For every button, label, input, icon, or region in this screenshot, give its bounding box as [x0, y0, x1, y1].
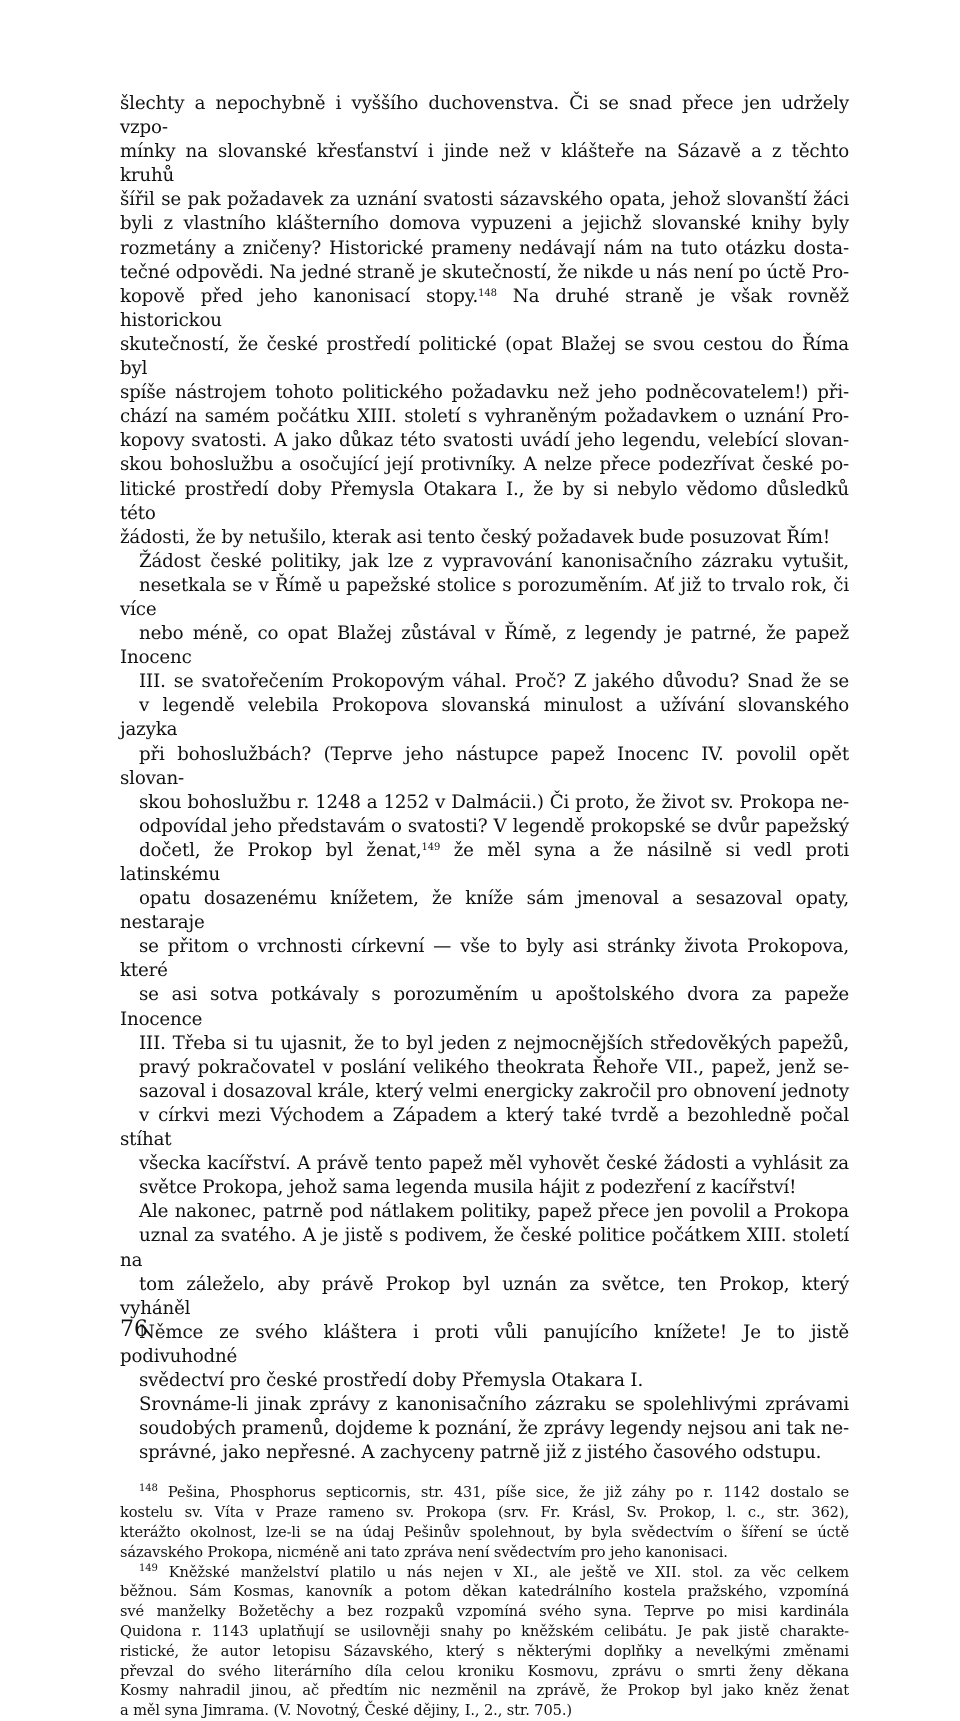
footnote-line: převzal do svého literárního díla celou kroniku Kosmovu, zprávu o smrti ženy děkana [120, 1662, 849, 1680]
text-fragment: že měl syna a že násilně si vedl proti latinskému [120, 839, 849, 885]
text-line: odpovídal jeho představám o svatosti? V legendě prokopské se dvůr papežský [139, 815, 849, 837]
text-line: chází na samém počátku XIII. století s vyhraněným požadavkem o uznání Pro- [120, 406, 849, 428]
text-line [120, 285, 849, 333]
text-line: šířil se pak požadavek za uznání svatosti sázavského opata, jehož slovanští žáci [120, 189, 849, 211]
text-line: nebo méně, co opat Blažej zůstával v Římě, z legendy je patrné, že papež Inocenc [120, 623, 849, 669]
text-line: v církvi mezi Východem a Západem a který také tvrdě a bezohledně počal stíhat [120, 1104, 849, 1151]
footnote-line: své manželky Božetěchy a bez rozpaků vzpomíná svého syna. Teprve po misi kardinála [120, 1603, 849, 1621]
text-line: skou bohoslužbu r. 1248 a 1252 v Dalmácii.) Či proto, že život sv. Prokopa ne- [139, 791, 849, 813]
document-page [120, 92, 849, 1721]
footnote-separator [120, 1465, 849, 1481]
text-line: byli z vlastního klášterního domova vypuzeni a jejichž slovanské knihy byly [120, 213, 849, 235]
footnote-line: a měl syna Jimrama. (V. Novotný, České dějiny, I., 2., str. 705.) [120, 1702, 572, 1720]
text-line: správné, jako nepřesné. A zachyceny patrně již z jistého časového odstupu. [139, 1442, 822, 1464]
text-line: soudobých pramenů, dojdeme k poznání, že zprávy legendy nejsou ani tak ne- [139, 1418, 849, 1440]
text-line: všecka kacířství. A právě tento papež měl vyhovět české žádosti a vyhlásit za [139, 1153, 849, 1175]
footnote-line: ristické, že autor letopisu Sázavského, který s některými doplňky a nevelkými změnami [120, 1642, 849, 1660]
footnote-line: Kosmy nahradil jinou, ač předtím nic nezměnil na zprávě, že Prokop byl jako kněz ženat [120, 1682, 849, 1700]
footnote-text: Kněžské manželství platilo u nás nejen v XI., ale ještě ve XII. stol. za věc celkem [168, 1563, 849, 1581]
text-line: skou bohoslužbu a osočující její protivníky. A nelze přece podezřívat české po- [120, 454, 849, 476]
text-line: III. se svatořečením Prokopovým váhal. Proč? Z jakého důvodu? Snad že se [139, 671, 849, 693]
text-line: pravý pokračovatel v poslání velikého theokrata Řehoře VII., papež, jenž se- [139, 1056, 849, 1078]
footnote-148 [120, 1483, 849, 1562]
footnote-line [120, 1563, 849, 1583]
text-line: žádosti, že by netušilo, kterak asi tento český požadavek bude posuzovat Řím! [120, 526, 831, 548]
text-line: Ale nakonec, patrně pod nátlakem politiky, papež přece jen povolil a Prokopa [139, 1201, 849, 1223]
text-line: se asi sotva potkávaly s porozuměním u apoštolského dvora za papeže Inocence [120, 984, 849, 1030]
text-line: v legendě velebila Prokopova slovanská minulost a užívání slovanského jazyka [120, 695, 849, 741]
text-line: mínky na slovanské křesťanství i jinde než v klášteře na Sázavě a z těchto kruhů [120, 141, 849, 187]
paragraph-2 [120, 550, 849, 1201]
text-line: spíše nástrojem tohoto politického požadavku než jeho podněcovatelem!) při- [120, 382, 849, 404]
text-fragment: kopově před jeho kanonisací stopy. [120, 285, 479, 307]
footnote-line: Quidona r. 1143 uplatňují se usilovněji snahy po kněžském celibátu. Je pak jistě charakte- [120, 1622, 849, 1640]
text-fragment: dočetl, že Prokop byl ženat, [139, 839, 422, 861]
text-line: světce Prokopa, jehož sama legenda musila hájit z podezření z kacířství! [139, 1177, 797, 1199]
text-line [120, 839, 849, 887]
text-line: Srovnáme-li jinak zprávy z kanonisačního zázraku se spolehlivými zprávami [139, 1394, 849, 1416]
text-line: šlechty a nepochybně i vyššího duchovenstva. Či se snad přece jen udržely vzpo- [120, 93, 849, 139]
paragraph-3 [120, 1200, 849, 1393]
paragraph-4 [120, 1393, 849, 1465]
text-line: kopovy svatosti. A jako důkaz této svatosti uvádí jeho legendu, velebící slovan- [120, 430, 849, 452]
text-line: III. Třeba si tu ujasnit, že to byl jeden z nejmocnějších středověkých papežů, [139, 1032, 849, 1054]
text-line: rozmetány a zničeny? Historické prameny nedávají nám na tuto otázku dosta- [120, 237, 849, 259]
text-line: při bohoslužbách? (Teprve jeho nástupce papež Inocenc IV. povolil opět slovan- [120, 743, 849, 789]
text-line: sazoval i dosazoval krále, který velmi energicky zakročil pro obnovení jednoty [139, 1080, 849, 1102]
text-line: nesetkala se v Římě u papežské stolice s porozuměním. Ať již to trvalo rok, či více [120, 574, 849, 620]
text-line: skutečností, že české prostředí politické (opat Blažej se svou cestou do Říma byl [120, 333, 849, 380]
text-line: Žádost české politiky, jak lze z vypravování kanonisačního zázraku vytušit, [139, 550, 849, 572]
footnote-ref-149[interactable]: 149 [421, 841, 441, 853]
text-line: se přitom o vrchnosti církevní — vše to byly asi stránky života Prokopova, které [120, 936, 849, 982]
footnote-line [120, 1483, 849, 1503]
footnote-text: Pešina, Phosphorus septicornis, str. 431, píše sice, že již záhy po r. 1142 dostalo se [167, 1484, 849, 1502]
text-line: opatu dosazenému knížetem, že kníže sám jmenoval a sesazoval opaty, nestaraje [120, 888, 849, 934]
footnote-149 [120, 1563, 849, 1721]
footnote-line: běžnou. Sám Kosmas, kanovník a potom děkan katedrálního kostela pražského, vzpomíná [120, 1583, 849, 1601]
footnote-ref-148[interactable]: 148 [478, 287, 497, 299]
text-line: tečné odpovědi. Na jedné straně je skutečností, že nikde u nás není po úctě Pro- [120, 261, 849, 283]
text-line: svědectví pro české prostředí doby Přemysla Otakara I. [139, 1369, 644, 1391]
footnote-line: sázavského Prokopa, nicméně ani tato zpráva není svědectvím pro jeho kanonisaci. [120, 1543, 728, 1561]
text-line: Němce ze svého kláštera i proti vůli panujícího knížete! Je to jistě podivuhodné [120, 1321, 849, 1367]
text-line: tom záleželo, aby právě Prokop byl uznán za světce, ten Prokop, který vyháněl [120, 1273, 849, 1319]
text-fragment: Na druhé straně je však rovněž historickou [120, 285, 849, 331]
footnote-line: kterážto okolnost, lze-li se na údaj Pešinův spolehnout, by byla svědectvím o šíření se úctě [120, 1523, 849, 1541]
paragraph-1 [120, 92, 849, 550]
text-line: uznal za svatého. A je jistě s podivem, že české politice počátkem XIII. století na [120, 1225, 849, 1271]
text-line: litické prostředí doby Přemysla Otakara I., že by si nebylo vědomo důsledků této [120, 478, 849, 524]
footnote-line: kostelu sv. Víta v Praze rameno sv. Prokopa (srv. Fr. Krásl, Sv. Prokop, l. c., str. 362), [120, 1504, 849, 1522]
main-text [120, 92, 849, 1465]
page-number: 76 [120, 1317, 148, 1342]
footnote-number: 148 [139, 1483, 158, 1495]
footnote-number: 149 [139, 1562, 158, 1574]
footnotes [120, 1483, 849, 1721]
